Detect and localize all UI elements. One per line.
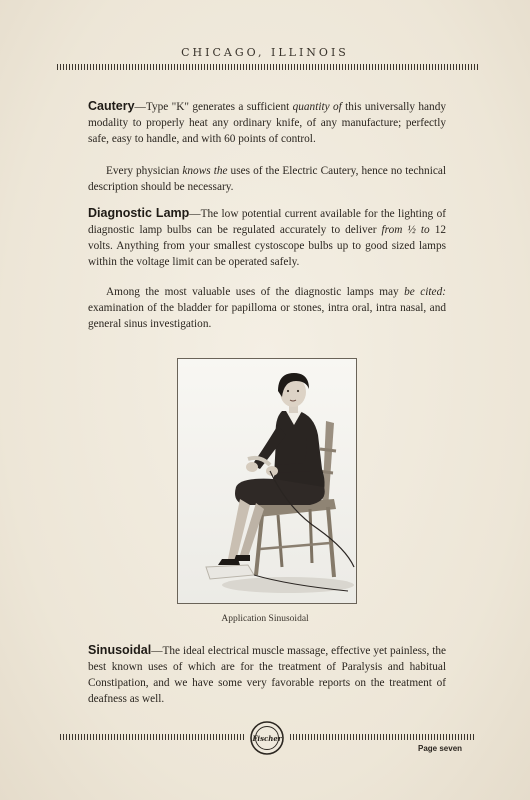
cautery-paragraph: Cautery—Type "K" generates a sufficient quantity of this universally handy modality to properly heat any ordinary knife, of any manufacture; perfectly safe, easy to handle, and with 60 points of control. bbox=[88, 99, 446, 145]
diagnostic-lamp-followup-paragraph: Among the most valuable uses of the diagnostic lamps may be cited: examination of the bladder for papilloma or stones, intra oral, intra nasal, and general sinus investigation. bbox=[88, 286, 446, 330]
bottom-ornamental-rule-right bbox=[290, 734, 476, 740]
sinusoidal-paragraph: Sinusoidal—The ideal electrical muscle massage, effective yet painless, the best known uses of which are for the treatment of Paralysis and habitual Constipation, and we have some very favorable reports on the treatment of deafness as well. bbox=[88, 643, 446, 705]
sinusoidal-application-photo bbox=[177, 358, 357, 604]
svg-text:Fischer: Fischer bbox=[252, 734, 282, 743]
diagnostic-lamp-heading: Diagnostic Lamp bbox=[88, 206, 190, 220]
top-ornamental-rule bbox=[57, 64, 478, 70]
running-header: CHICAGO, ILLINOIS bbox=[181, 46, 349, 59]
diagnostic-lamp-paragraph: Diagnostic Lamp—The low potential current available for the lighting of diagnostic lamp bulbs can be regulated accurately to deliver from ½ to 12 volts. Anything from your smallest cystoscope bulbs up to good sized lamps within the voltage limit can be operated safely. bbox=[88, 206, 446, 268]
figure-caption: Application Sinusoidal bbox=[221, 614, 309, 624]
fischer-seal-logo bbox=[249, 720, 285, 756]
sinusoidal-heading: Sinusoidal bbox=[88, 643, 152, 657]
seal-icon bbox=[249, 720, 285, 756]
woman-seated-illustration bbox=[178, 359, 356, 603]
page-number: Page seven bbox=[418, 744, 463, 753]
cautery-followup-paragraph: Every physician knows the uses of the Electric Cautery, hence no technical description should be necessary. bbox=[88, 165, 447, 193]
bottom-ornamental-rule-left bbox=[60, 734, 246, 740]
cautery-heading: Cautery bbox=[88, 99, 135, 113]
